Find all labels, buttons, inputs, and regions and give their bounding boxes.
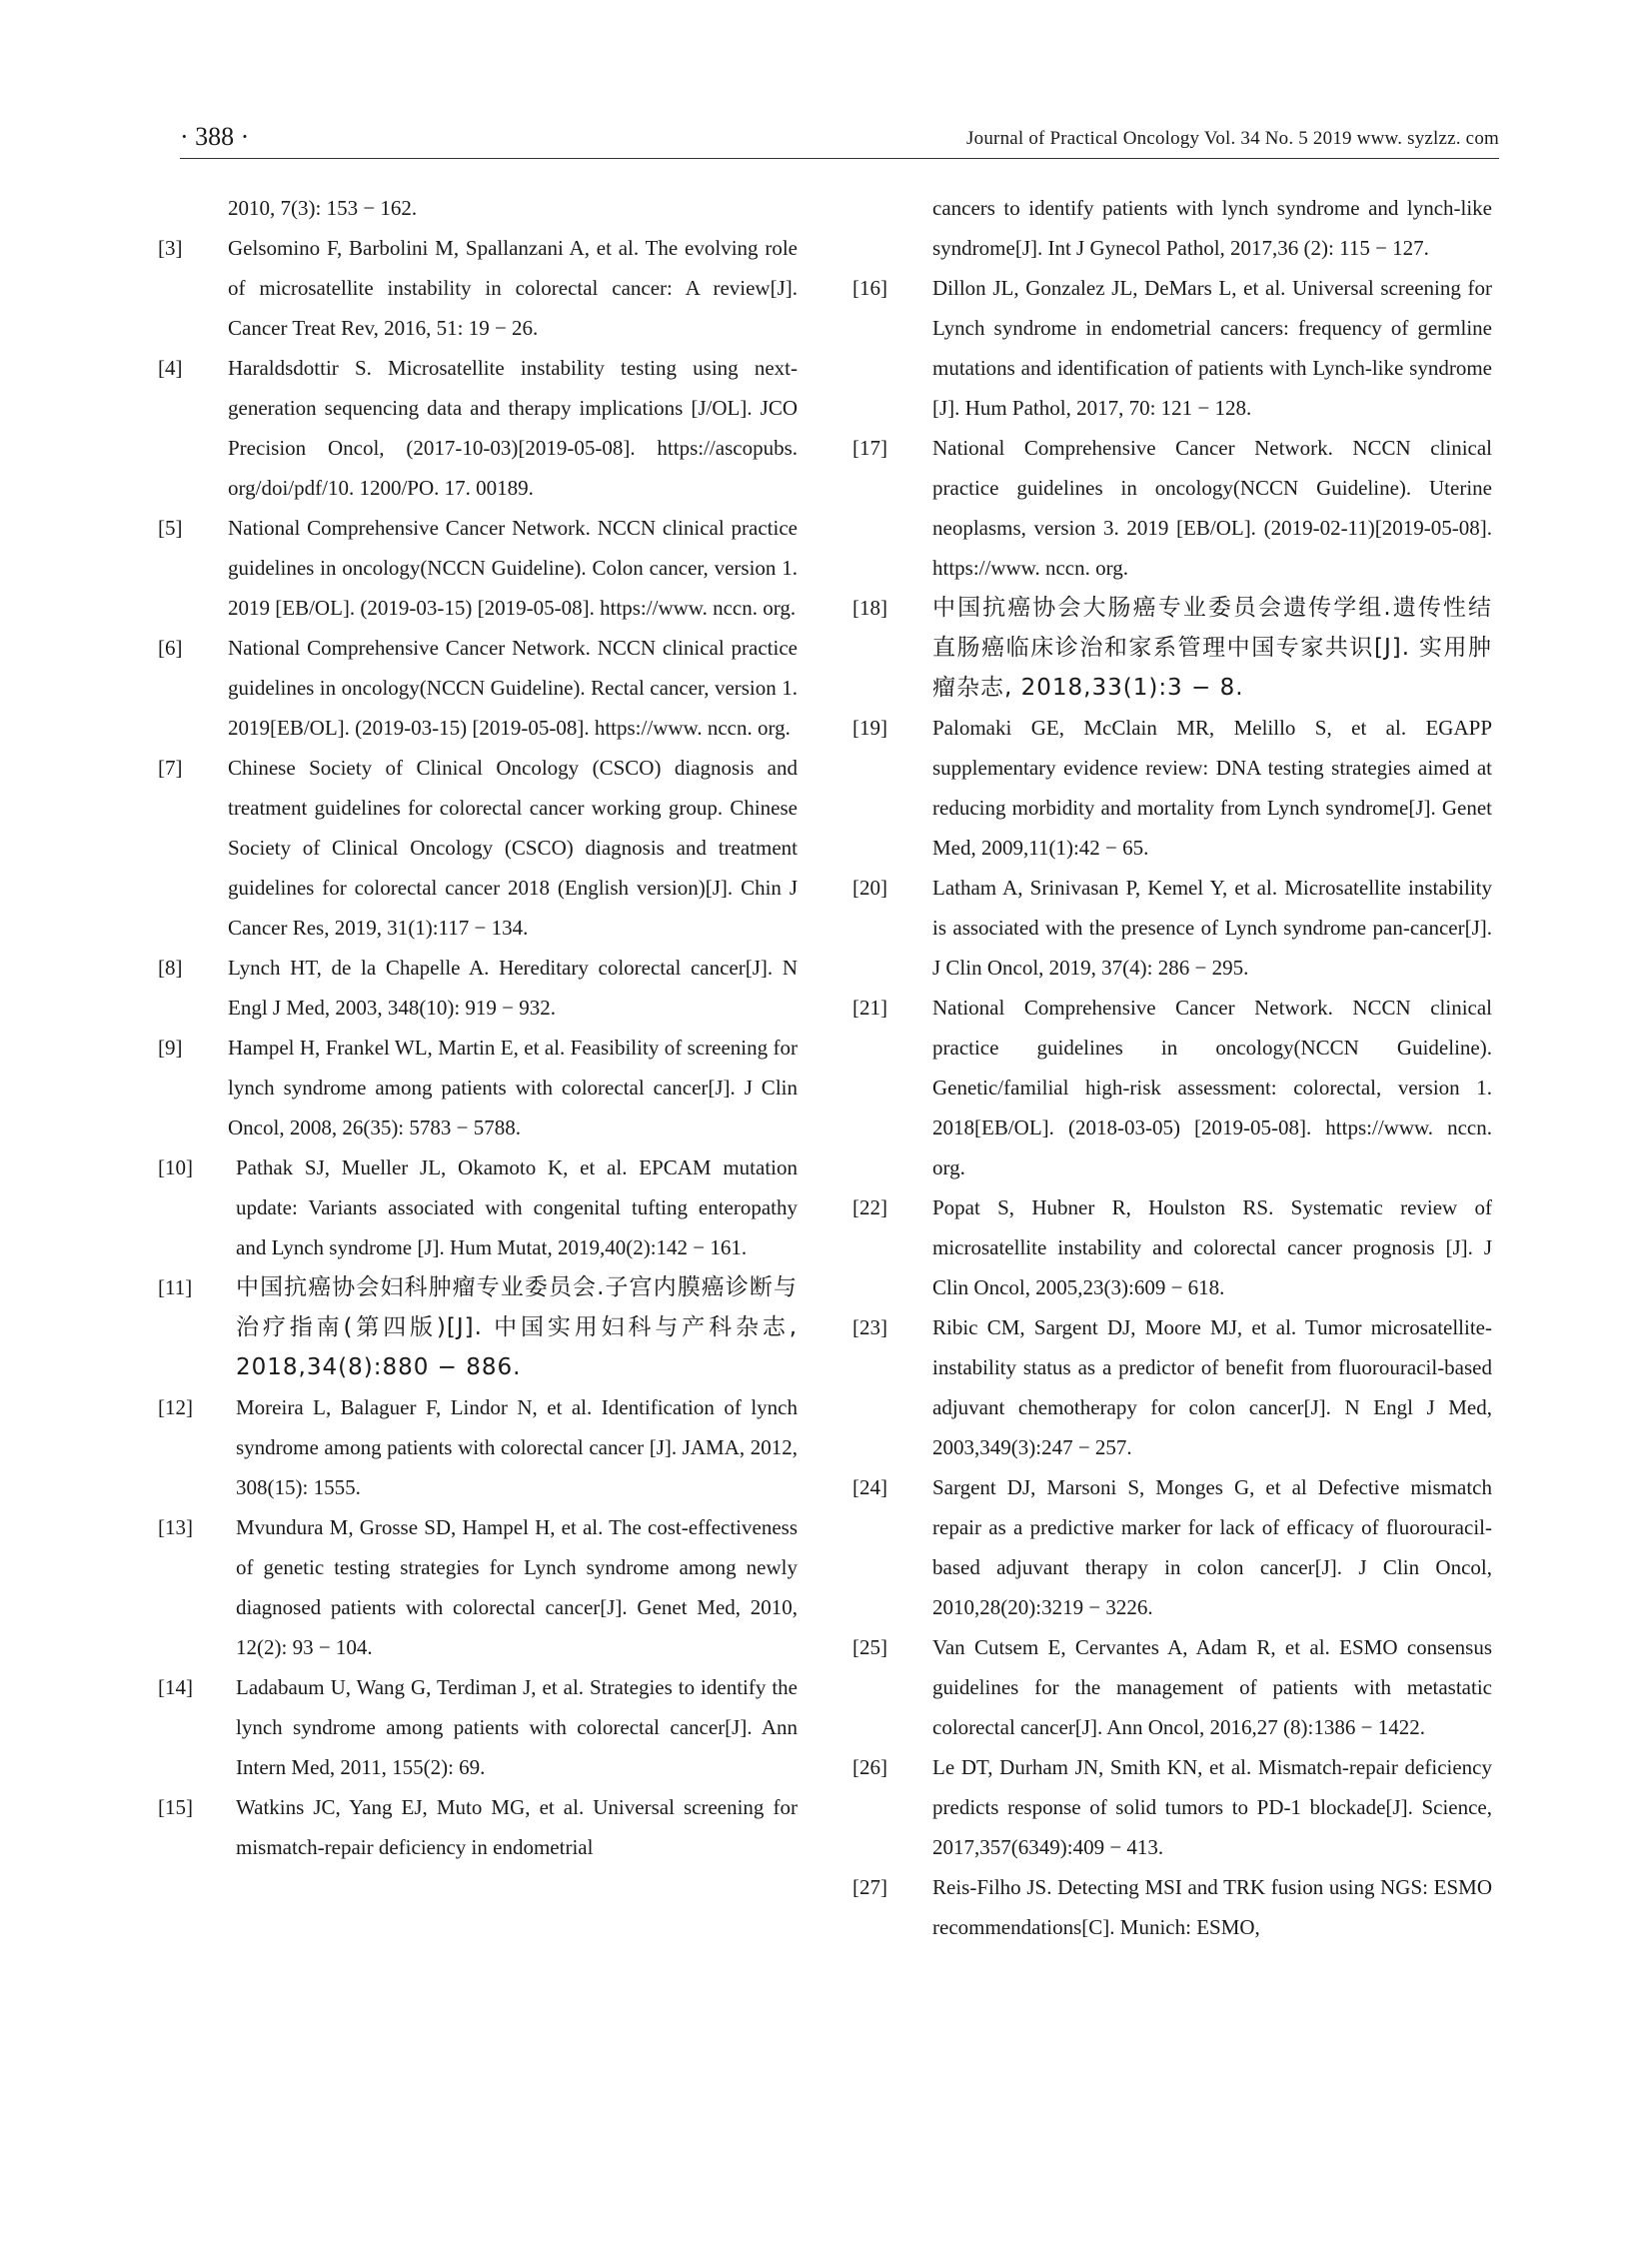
page-number: · 388 · [180, 122, 250, 151]
reference-item [852, 868, 1492, 988]
reference-number: [15] [158, 1795, 193, 1819]
reference-item [852, 1747, 1492, 1867]
reference-item [158, 628, 798, 748]
reference-text: National Comprehensive Cancer Network. NCCN clinical practice guidelines in oncology(NCCN Guideline). Colon cancer, version 1. 2019 [EB/OL]. (2019-03-15) [2019-05-08]. https://www. nccn. org. [228, 516, 798, 620]
reference-text: Van Cutsem E, Cervantes A, Adam R, et al. ESMO consensus guidelines for the management of patients with metastatic colorectal cancer[J]. Ann Oncol, 2016,27 (8):1386 − 1422. [932, 1635, 1492, 1739]
reference-number: [16] [852, 276, 887, 300]
reference-text: Hampel H, Frankel WL, Martin E, et al. Feasibility of screening for lynch syndrome among patients with colorectal cancer[J]. J Clin Oncol, 2008, 26(35): 5783 − 5788. [228, 1036, 798, 1139]
reference-text: National Comprehensive Cancer Network. NCCN clinical practice guidelines in oncology(NCCN Guideline). Uterine neoplasms, version 3. 2019 [EB/OL]. (2019-02-11)[2019-05-08]. https://www. nccn. org. [932, 436, 1492, 580]
reference-text: Sargent DJ, Marsoni S, Monges G, et al Defective mismatch repair as a predictive marker for lack of efficacy of fluorouracil-based adjuvant therapy in colon cancer[J]. J Clin Oncol, 2010,28(20):3219 − 3226. [932, 1475, 1492, 1619]
reference-item [852, 1187, 1492, 1307]
reference-text: Ribic CM, Sargent DJ, Moore MJ, et al. Tumor microsatellite-instability status as a predictor of benefit from fluorouracil-based adjuvant chemotherapy for colon cancer[J]. N Engl J Med, 2003,349(3):247 − 257. [932, 1315, 1492, 1459]
reference-item [158, 1507, 798, 1667]
reference-number: [13] [158, 1515, 193, 1539]
reference-number: [14] [158, 1675, 193, 1699]
header-rule [180, 158, 1499, 159]
reference-text: 中国抗癌协会妇科肿瘤专业委员会.子宫内膜癌诊断与治疗指南(第四版)[J]. 中国实用妇科与产科杂志, 2018,34(8):880 − 886. [236, 1274, 798, 1380]
reference-item [158, 1267, 798, 1387]
reference-item [852, 1307, 1492, 1467]
reference-item [158, 1387, 798, 1507]
page-header [180, 118, 1499, 158]
reference-number: [8] [158, 956, 183, 980]
reference-item [852, 268, 1492, 428]
reference-text: Pathak SJ, Mueller JL, Okamoto K, et al. EPCAM mutation update: Variants associated with congenital tufting enteropathy and Lynch syndrome [J]. Hum Mutat, 2019,40(2):142 − 161. [236, 1155, 798, 1259]
reference-item [158, 348, 798, 508]
reference-number: [10] [158, 1155, 193, 1179]
reference-text: Lynch HT, de la Chapelle A. Hereditary colorectal cancer[J]. N Engl J Med, 2003, 348(10): 919 − 932. [228, 956, 798, 1020]
reference-item [158, 228, 798, 348]
reference-number: [21] [852, 996, 887, 1020]
reference-number: [20] [852, 876, 887, 900]
reference-number: [18] [852, 596, 887, 620]
reference-item [158, 1028, 798, 1147]
reference-item [158, 948, 798, 1028]
reference-number: [12] [158, 1395, 193, 1419]
reference-item [852, 1627, 1492, 1747]
reference-number: [4] [158, 356, 183, 380]
reference-number: [19] [852, 716, 887, 740]
reference-item [852, 588, 1492, 708]
reference-text: National Comprehensive Cancer Network. NCCN clinical practice guidelines in oncology(NCCN Guideline). Genetic/familial high-risk assessment: colorectal, version 1. 2018[EB/OL]. (2018-03-05) [2019-05-08]. https://www. nccn. org. [932, 996, 1492, 1179]
reference-text: Palomaki GE, McClain MR, Melillo S, et al. EGAPP supplementary evidence review: DNA testing strategies aimed at reducing morbidity and mortality from Lynch syndrome[J]. Genet Med, 2009,11(1):42 − 65. [932, 716, 1492, 860]
reference-text: Latham A, Srinivasan P, Kemel Y, et al. Microsatellite instability is associated with the presence of Lynch syndrome pan-cancer[J]. J Clin Oncol, 2019, 37(4): 286 − 295. [932, 876, 1492, 980]
reference-text: Haraldsdottir S. Microsatellite instability testing using next-generation sequencing data and therapy implications [J/OL]. JCO Precision Oncol, (2017-10-03)[2019-05-08]. https://ascopubs. org/doi/pdf/10. 1200/PO. 17. 00189. [228, 356, 798, 500]
journal-running-title: Journal of Practical Oncology Vol. 34 No. 5 2019 www. syzlzz. com [966, 128, 1499, 149]
reference-number: [27] [852, 1875, 887, 1899]
reference-text: Mvundura M, Grosse SD, Hampel H, et al. The cost-effectiveness of genetic testing strategies for Lynch syndrome among newly diagnosed patients with colorectal cancer[J]. Genet Med, 2010, 12(2): 93 − 104. [236, 1515, 798, 1659]
reference-text: Popat S, Hubner R, Houlston RS. Systematic review of microsatellite instability and colorectal cancer prognosis [J]. J Clin Oncol, 2005,23(3):609 − 618. [932, 1195, 1492, 1299]
reference-text: Moreira L, Balaguer F, Lindor N, et al. Identification of lynch syndrome among patients with colorectal cancer [J]. JAMA, 2012, 308(15): 1555. [236, 1395, 798, 1499]
reference-text: Le DT, Durham JN, Smith KN, et al. Mismatch-repair deficiency predicts response of solid tumors to PD-1 blockade[J]. Science, 2017,357(6349):409 − 413. [932, 1755, 1492, 1859]
reference-text: Reis-Filho JS. Detecting MSI and TRK fusion using NGS: ESMO recommendations[C]. Munich: ESMO, [932, 1875, 1492, 1939]
reference-text: Gelsomino F, Barbolini M, Spallanzani A, et al. The evolving role of microsatellite instability in colorectal cancer: A review[J]. Cancer Treat Rev, 2016, 51: 19 − 26. [228, 236, 798, 340]
reference-item [158, 508, 798, 628]
reference-number: [24] [852, 1475, 887, 1499]
reference-item [852, 428, 1492, 588]
reference-item [852, 1467, 1492, 1627]
reference-item [852, 988, 1492, 1187]
reference-column-left [158, 188, 798, 1867]
reference-column-right [852, 188, 1492, 1947]
reference-number: [11] [158, 1275, 193, 1299]
reference-item [158, 1787, 798, 1867]
reference-item [158, 748, 798, 948]
reference-item [158, 1667, 798, 1787]
reference-number: [17] [852, 436, 887, 460]
reference-continuation: cancers to identify patients with lynch syndrome and lynch-like syndrome[J]. Int J Gynecol Pathol, 2017,36 (2): 115 − 127. [932, 196, 1492, 260]
reference-number: [9] [158, 1036, 183, 1060]
reference-text: National Comprehensive Cancer Network. NCCN clinical practice guidelines in oncology(NCCN Guideline). Rectal cancer, version 1. 2019[EB/OL]. (2019-03-15) [2019-05-08]. https://www. nccn. org. [228, 636, 798, 740]
reference-number: [6] [158, 636, 183, 660]
reference-number: [26] [852, 1755, 887, 1779]
reference-text: Dillon JL, Gonzalez JL, DeMars L, et al. Universal screening for Lynch syndrome in endometrial cancers: frequency of germline mutations and identification of patients with Lynch-like syndrome [J]. Hum Pathol, 2017, 70: 121 − 128. [932, 276, 1492, 420]
reference-text: 中国抗癌协会大肠癌专业委员会遗传学组.遗传性结直肠癌临床诊治和家系管理中国专家共识[J]. 实用肿瘤杂志, 2018,33(1):3 − 8. [932, 595, 1492, 701]
reference-number: [7] [158, 756, 183, 780]
reference-item [852, 1867, 1492, 1947]
reference-number: [23] [852, 1315, 887, 1339]
reference-continuation: 2010, 7(3): 153 − 162. [228, 196, 418, 220]
reference-number: [22] [852, 1195, 887, 1219]
reference-number: [25] [852, 1635, 887, 1659]
reference-number: [3] [158, 236, 183, 260]
reference-text: Chinese Society of Clinical Oncology (CSCO) diagnosis and treatment guidelines for colorectal cancer working group. Chinese Society of Clinical Oncology (CSCO) diagnosis and treatment guidelines for colorectal cancer 2018 (English version)[J]. Chin J Cancer Res, 2019, 31(1):117 − 134. [228, 756, 798, 940]
reference-number: [5] [158, 516, 183, 540]
reference-text: Watkins JC, Yang EJ, Muto MG, et al. Universal screening for mismatch-repair deficiency in endometrial [236, 1795, 798, 1859]
reference-item [852, 708, 1492, 868]
reference-text: Ladabaum U, Wang G, Terdiman J, et al. Strategies to identify the lynch syndrome among patients with colorectal cancer[J]. Ann Intern Med, 2011, 155(2): 69. [236, 1675, 798, 1779]
reference-item [158, 1147, 798, 1267]
